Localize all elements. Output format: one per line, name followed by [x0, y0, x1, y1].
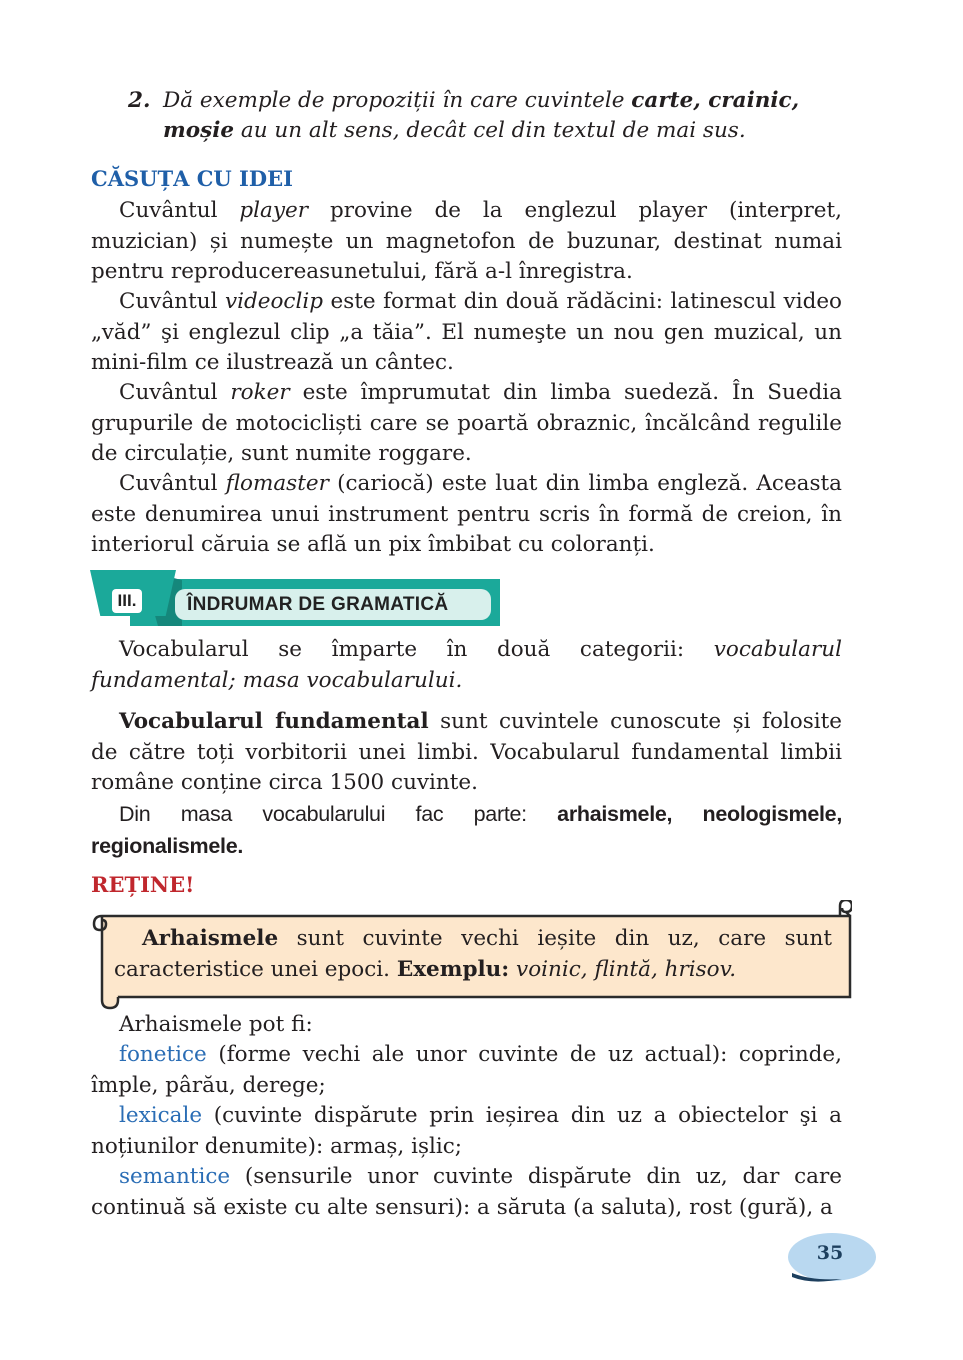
archaism-term: lexicale — [119, 1103, 203, 1128]
idea-paragraph-videoclip: Cuvântul videoclip este format din două rădăcini: latinescul video „văd” şi englezul clip „a tăia”. El numeşte un nou gen muzical, un mini-film ce ilustrează un cântec. — [91, 289, 843, 375]
idea-paragraph-roker: Cuvântul roker este împrumutat din limba suedeză. În Suedia grupurile de motocicliști care se poartă obraznic, încălcând regulile de circulație, sunt numite roggare. — [91, 380, 842, 466]
exercise-text: Dă exemple de propoziții în care cuvintele carte, crainic, moșie au un alt sens, decât cel din textul de mai sus. — [163, 88, 800, 143]
archaisms-intro: Arhaismele pot fi: — [119, 1012, 313, 1037]
idea-paragraph-player: Cuvântul player provine de la englezul player (interpret, muzician) și numește un magnetofon de buzunar, destinat numai pentru reproducereasunetului, fără a-l înregistra. — [91, 198, 843, 284]
exercise-number: 2. — [128, 88, 151, 113]
section-banner — [90, 570, 502, 628]
section-number: III. — [112, 589, 142, 613]
archaism-type-phonetic: fonetice (forme vechi ale unor cuvinte de uz actual): coprinde, împle, pârău, derege; — [91, 1042, 842, 1098]
remember-heading: REȚINE! — [91, 872, 195, 897]
grammar-paragraph-categories: Vocabularul se împarte în două categorii: vocabularul fundamental; masa vocabularului. — [91, 637, 842, 693]
section-title: ÎNDRUMAR DE GRAMATICĂ — [175, 589, 491, 620]
definition-scroll-box — [90, 900, 852, 1012]
archaism-term: fonetice — [119, 1042, 207, 1067]
archaism-term: semantice — [119, 1164, 231, 1189]
grammar-paragraph-fundamental: Vocabularul fundamental sunt cuvintele cunoscute și folosite de către toți vorbitorii unei limbi. Vocabularul fundamental limbii române conține circa 1500 cuvinte. — [91, 709, 842, 795]
idea-paragraph-flomaster: Cuvântul flomaster (cariocă) este luat din limba engleză. Aceasta este denumirea unui instrument pentru scris în formă de creion, în interiorul căruia se află un pix îmbibat cu coloranți. — [91, 471, 842, 557]
exercise-2 — [128, 86, 848, 146]
grammar-paragraph-mass: Din masa vocabularului fac parte: arhaismele, neologismele, regionalismele. — [91, 802, 843, 858]
idea-box-heading: CĂSUȚA CU IDEI — [91, 166, 293, 191]
archaism-type-lexical: lexicale (cuvinte dispărute prin ieșirea din uz a obiectelor şi a noțiunilor denumite): armaș, ișlic; — [91, 1103, 842, 1159]
page-number-badge — [782, 1229, 878, 1285]
page-number: 35 — [816, 1242, 844, 1264]
archaism-type-semantic: semantice (sensurile unor cuvinte dispărute din uz, dar care continuă să existe cu alte sensuri): a săruta (a saluta), rost (gură), a — [91, 1164, 842, 1220]
archaism-definition: Arhaismele sunt cuvinte vechi ieșite din uz, care sunt caracteristice unei epoci. Exemplu: voinic, flintă, hrisov. — [114, 926, 832, 982]
